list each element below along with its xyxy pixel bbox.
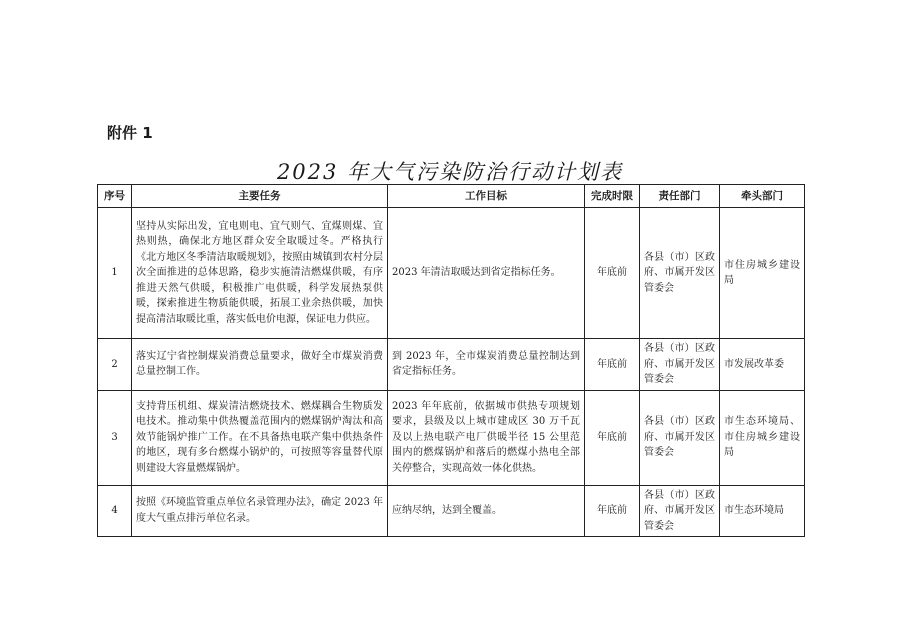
table-body [98,208,805,537]
row-task: 落实辽宁省控制煤炭消费总量要求，做好全市煤炭消费总量控制工作。 [132,339,388,391]
row-goal: 2023 年清洁取暖达到省定指标任务。 [388,208,585,339]
header-task: 主要任务 [132,185,388,208]
header-lead: 牵头部门 [720,185,805,208]
header-deadline: 完成时限 [585,185,640,208]
row-responsible: 各县（市）区政府、市属开发区管委会 [640,390,720,485]
row-responsible: 各县（市）区政府、市属开发区管委会 [640,208,720,339]
row-task: 支持背压机组、煤炭清洁燃烧技术、燃煤耦合生物质发电技术。推动集中供热覆盖范围内的燃煤锅炉淘汰和高效节能锅炉推广工作。在不具备热电联产集中供热条件的地区，现有多台燃煤小锅炉的，可按照等容量替代原则建设大容量燃煤锅炉。 [132,390,388,485]
row-responsible: 各县（市）区政府、市属开发区管委会 [640,485,720,537]
row-lead: 市住房城乡建设局 [720,208,805,339]
row-lead: 市发展改革委 [720,339,805,391]
row-goal: 应纳尽纳，达到全覆盖。 [388,485,585,537]
header-row [98,185,805,208]
action-plan-table [97,184,805,537]
header-responsible: 责任部门 [640,185,720,208]
row-deadline: 年底前 [585,339,640,391]
row-no: 4 [98,485,132,537]
row-task: 坚持从实际出发，宜电则电、宜气则气、宜煤则煤、宜热则热，确保北方地区群众安全取暖过冬。严格执行《北方地区冬季清洁取暖规划》，按照由城镇到农村分层次全面推进的总体思路，稳步实施清洁燃煤供暖，有序推进天然气供暖，积极推广电供暖，科学发展热泵供暖，探索推进生物质能供暖，拓展工业余热供暖，加快提高清洁取暖比重，落实低电价电源，保证电力供应。 [132,208,388,339]
row-responsible: 各县（市）区政府、市属开发区管委会 [640,339,720,391]
header-no: 序号 [98,185,132,208]
row-no: 1 [98,208,132,339]
table-row [98,390,805,485]
row-deadline: 年底前 [585,390,640,485]
row-task: 按照《环境监管重点单位名录管理办法》，确定 2023 年度大气重点排污单位名录。 [132,485,388,537]
row-lead: 市生态环境局、市住房城乡建设局 [720,390,805,485]
table-row [98,485,805,537]
header-goal: 工作目标 [388,185,585,208]
row-lead: 市生态环境局 [720,485,805,537]
table-row [98,339,805,391]
row-deadline: 年底前 [585,485,640,537]
row-no: 3 [98,390,132,485]
row-goal: 到 2023 年，全市煤炭消费总量控制达到省定指标任务。 [388,339,585,391]
row-goal: 2023 年年底前，依据城市供热专项规划要求，县级及以上城市建成区 30 万千瓦及以上热电联产电厂供暖半径 15 公里范围内的燃煤锅炉和落后的燃煤小热电全部关停整合，实现高效一体化供热。 [388,390,585,485]
row-deadline: 年底前 [585,208,640,339]
document-title: 2023 年大气污染防治行动计划表 [276,160,624,184]
row-no: 2 [98,339,132,391]
table-row [98,208,805,339]
attachment-label: 附件 1 [107,124,153,142]
table-header [98,185,805,208]
